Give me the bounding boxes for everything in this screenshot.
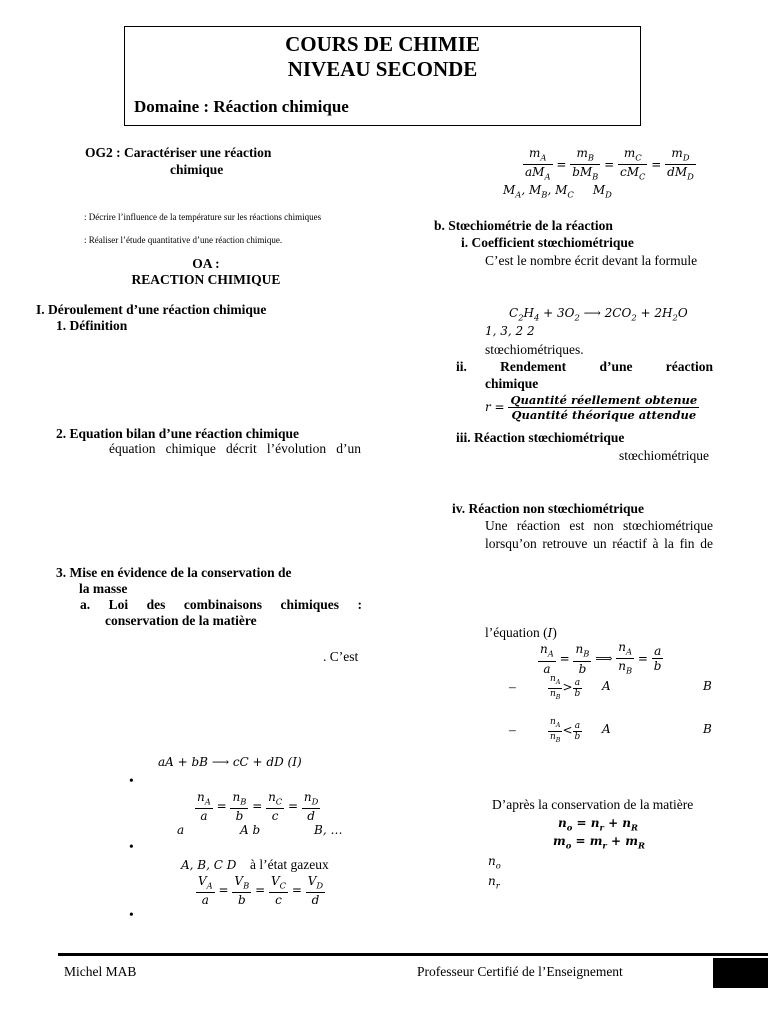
objective-2: : Réaliser l’étude quantitative d’une réaction chimique. [84, 235, 283, 245]
level-title: NIVEAU SECONDE [287, 57, 478, 81]
species-B-2: B [703, 722, 712, 736]
section-b-iv-line1: Une réaction est non stœchiométrique [485, 518, 713, 533]
section-b-ii-heading-line2: chimique [485, 376, 539, 391]
oa-label: OA : [192, 256, 220, 271]
species-B: B, … [314, 823, 343, 837]
species-A-b: A b [240, 823, 261, 837]
gas-species: A, B, C D [181, 858, 237, 872]
footer-author: Michel MAB [64, 964, 137, 979]
species-A-2: A [602, 722, 611, 736]
conservation-moles: $n_o = n_r + n_R$ [558, 816, 638, 833]
dash-2: – [509, 722, 516, 737]
section-1-2-text: équation chimique décrit l’évolution d’un [109, 441, 361, 456]
cest-text: . C’est [323, 649, 359, 664]
section-1-3a-heading-line2: conservation de la matière [105, 613, 257, 628]
objective-1: : Décrire l’influence de la température sur les réactions chimiques [84, 212, 322, 222]
mass-ratio-equation: $\frac{m_A}{aM_A}$ = $\frac{m_B}{bM_B}$ = $\frac{m_C}{cM_C}$ = $\frac{m_D}{dM_D}$ [525, 146, 694, 182]
section-1-3-heading-line1: 3. Mise en évidence de la conservation de [56, 565, 292, 580]
ratio-implication: $\frac{n_A}{a}$ = $\frac{n_B}{b}$ ⟹ $\frac{n_A}{n_B}$ = $\frac{a}{b}$ [540, 640, 662, 676]
oa-title: REACTION CHIMIQUE [131, 272, 281, 287]
coefficient-a: a [177, 823, 185, 837]
equation-reference: l’équation (I) [485, 625, 557, 640]
section-1-heading: I. Déroulement d’une réaction chimique [36, 302, 267, 317]
footer-role: Professeur Certifié de l’Enseignement [417, 964, 623, 979]
stoechiometric-text: stœchiométriques. [485, 342, 584, 357]
species-A-1: A [602, 679, 611, 693]
page-number-box [713, 958, 768, 988]
species-B-1: B [703, 679, 712, 693]
section-b-ii-heading-line1: ii. Rendement d’une réaction [456, 359, 713, 374]
ratio-greater: $\frac{n_A}{n_B}$ > $\frac{a}{b}$ [550, 674, 581, 701]
og-line1: OG2 : Caractériser une réaction [85, 145, 272, 160]
reaction-equation-I: aA + bB ⟶ cC + dD (I) [158, 755, 302, 769]
molar-masses: $M_A$, $M_B$, $M_C$ $M_D$ [503, 183, 612, 200]
ratio-less: $\frac{n_A}{n_B}$ < $\frac{a}{b}$ [550, 717, 581, 744]
section-b-iii-heading: iii. Réaction stœchiométrique [456, 430, 625, 445]
section-1-2-heading: 2. Equation bilan d’une réaction chimique [56, 426, 300, 441]
section-b-iii-text: stœchiométrique [619, 448, 709, 463]
footer-rule [58, 953, 768, 956]
conservation-text: D’après la conservation de la matière [492, 797, 694, 812]
section-1-3a-heading-line1: a. Loi des combinaisons chimiques : [80, 597, 362, 612]
section-1-3-heading-line2: la masse [79, 581, 128, 596]
bullet-3: • [129, 907, 134, 922]
volume-ratio-equation: $\frac{V_A}{a}$ = $\frac{V_B}{b}$ = $\frac{V_C}{c}$ = $\frac{V_D}{d}$ [198, 874, 324, 908]
section-b-iv-line2: lorsqu’on retrouve un réactif à la fin de [485, 536, 713, 551]
conservation-mass: $m_o = m_r + m_R$ [553, 834, 645, 851]
section-b-iv-heading: iv. Réaction non stœchiométrique [452, 501, 644, 516]
section-b-i-heading: i. Coefficient stœchiométrique [461, 235, 634, 250]
section-1-1-heading: 1. Définition [56, 318, 128, 333]
yield-formula: r = $\frac{\text{Quantité réellement obtenue}}{\text{Quantité théorique attendue}}$ [485, 393, 698, 422]
mole-ratio-equation: $\frac{n_A}{a}$ = $\frac{n_B}{b}$ = $\frac{n_C}{c}$ = $\frac{n_D}{d}$ [197, 790, 319, 824]
section-b-i-text: C’est le nombre écrit devant la formule [485, 253, 698, 268]
dash-1: – [509, 679, 516, 694]
section-b-heading: b. Stœchiométrie de la réaction [434, 218, 613, 233]
n-o-label: $n_o$ [488, 854, 501, 871]
domain-title: Domaine : Réaction chimique [134, 97, 349, 116]
n-r-label: $n_r$ [488, 874, 500, 891]
gas-state-text: à l’état gazeux [250, 857, 329, 872]
combustion-equation: $C_2H_4 + 3O_2$ ⟶ $2CO_2 + 2H_2O$ [509, 306, 688, 323]
bullet-1: • [129, 773, 134, 788]
bullet-2: • [129, 839, 134, 854]
coefficients: 1, 3, 2 2 [485, 324, 535, 338]
course-title: COURS DE CHIMIE [285, 32, 480, 56]
og-line2: chimique [170, 162, 224, 177]
